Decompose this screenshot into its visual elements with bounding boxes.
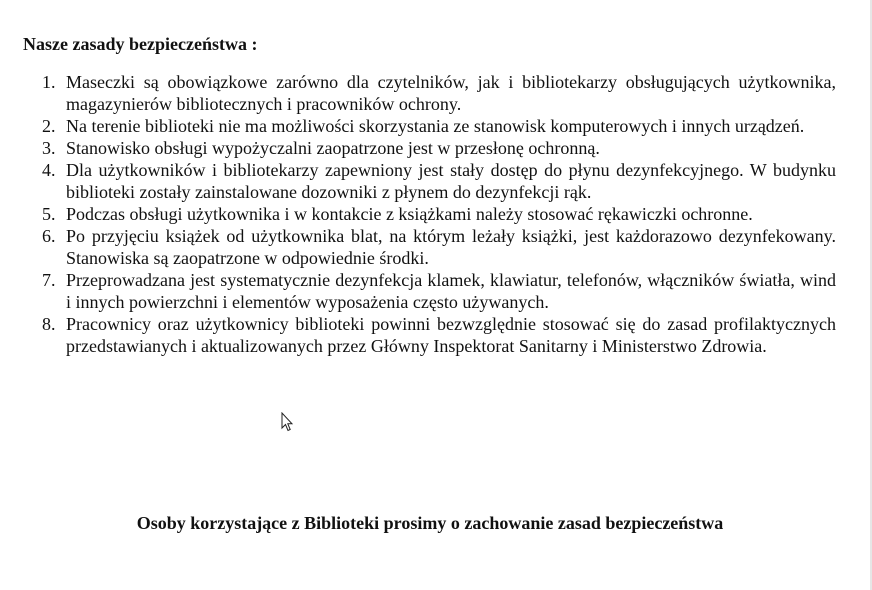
list-item-number: 3.: [42, 138, 56, 158]
list-item: [42, 313, 836, 357]
list-item: [42, 225, 836, 269]
list-item-number: 6.: [42, 226, 56, 246]
list-item-text: Stanowisko obsługi wypożyczalni zaopatrzone jest w przesłonę ochronną.: [66, 138, 600, 158]
list-item-number: 4.: [42, 160, 56, 180]
list-item-text: Maseczki są obowiązkowe zarówno dla czytelników, jak i bibliotekarzy obsługujących użytkownika, magazynierów bibliotecznych i pracowników ochrony.: [66, 72, 836, 114]
list-item: [42, 71, 836, 115]
text-cursor-icon: [281, 412, 293, 432]
list-item: [42, 137, 836, 159]
page-title: Nasze zasady bezpieczeństwa :: [23, 34, 258, 54]
list-item-text: Po przyjęciu książek od użytkownika blat, na którym leżały książki, jest każdorazowo dezynfekowany. Stanowiska są zaopatrzone w odpowiednie środki.: [66, 226, 836, 268]
list-item-number: 1.: [42, 72, 56, 92]
list-item: [42, 115, 836, 137]
list-item-text: Podczas obsługi użytkownika i w kontakcie z książkami należy stosować rękawiczki ochronne.: [66, 204, 753, 224]
list-item-number: 8.: [42, 314, 56, 334]
list-item: [42, 203, 836, 225]
list-item: [42, 269, 836, 313]
list-item-text: Pracownicy oraz użytkownicy biblioteki powinni bezwzględnie stosować się do zasad profilaktycznych przedstawianych i aktualizowanych przez Główny Inspektorat Sanitarny i Ministerstwo Zdrowia.: [66, 314, 836, 356]
list-item-number: 2.: [42, 116, 56, 136]
list-item-text: Na terenie biblioteki nie ma możliwości skorzystania ze stanowisk komputerowych i innych urządzeń.: [66, 116, 805, 136]
list-item-text: Przeprowadzana jest systematycznie dezynfekcja klamek, klawiatur, telefonów, włączników światła, wind i innych powierzchni i elementów wyposażenia często używanych.: [66, 270, 836, 312]
rules-list: [42, 71, 836, 357]
list-item: [42, 159, 836, 203]
list-item-number: 7.: [42, 270, 56, 290]
list-item-text: Dla użytkowników i bibliotekarzy zapewniony jest stały dostęp do płynu dezynfekcyjnego. W budynku biblioteki zostały zainstalowane dozowniki z płynem do dezynfekcji rąk.: [66, 160, 836, 202]
list-item-number: 5.: [42, 204, 56, 224]
closing-note: Osoby korzystające z Biblioteki prosimy o zachowanie zasad bezpieczeństwa: [136, 513, 724, 533]
